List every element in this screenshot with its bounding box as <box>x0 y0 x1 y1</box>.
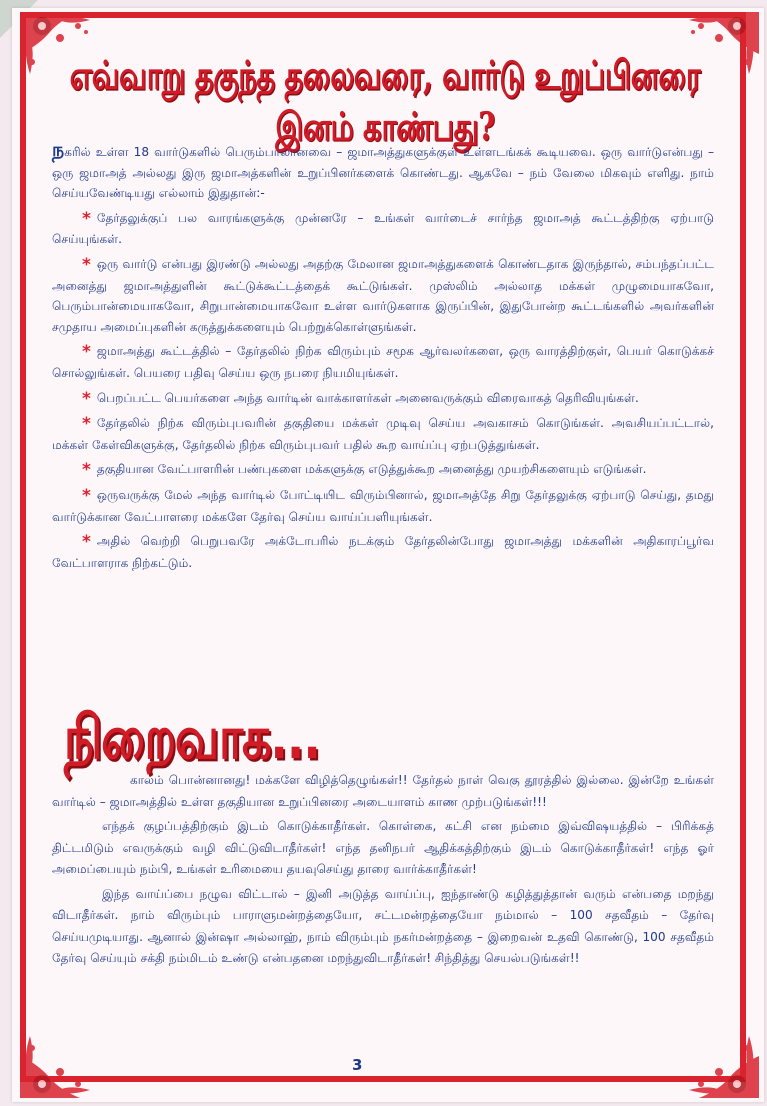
star-bullet-icon: * <box>82 414 91 435</box>
intro-text: கரில் உள்ள 18 வார்டுகளில் பெரும்பாலானவை – ஜமாஅத்துகளுக்குள் உள்ளடங்கக் கூடியவை. ஒரு வார்டுஎன்பது – ஒரு ஜமாஅத் அல்லது இரு ஜமாஅத்களின் உறுப்பினர்களைக் கொண்டது. ஆகவே – நம் வேலை மிகவும் எளிது. நாம் செய்யவேண்டியது எல்லாம் இதுதான்:- <box>52 145 714 201</box>
list-item-text: தேர்தலுக்குப் பல வாரங்களுக்கு முன்னரே – உங்கள் வார்டைச் சார்ந்த ஜமாஅத் கூட்டத்திற்கு ஏற்பாடு செய்யுங்கள். <box>52 210 714 247</box>
list-item <box>52 459 714 481</box>
star-bullet-icon: * <box>82 485 91 506</box>
list-item <box>52 388 714 410</box>
closing-paragraph: காலம் பொன்னானது! மக்களே விழித்தெழுங்கள்!! தேர்தல் நாள் வெகு தூரத்தில் இல்லை. இன்றே உங்கள் வார்டில் – ஜமாஅத்தில் உள்ள தகுதியான உறுப்பினரை அடையாளம் காண முற்படுங்கள்!!! <box>52 773 714 809</box>
list-item <box>52 531 714 573</box>
list-item <box>52 341 714 383</box>
star-bullet-icon: * <box>82 254 91 275</box>
star-bullet-icon: * <box>82 342 91 363</box>
star-bullet-icon: * <box>82 208 91 229</box>
list-item-text: அதில் வெற்றி பெறுபவரே அக்டோபரில் நடக்கும் தேர்தலின்போது ஜமாஅத்து மக்களின் அதிகாரப்பூர்வ வேட்பாளராக நிற்கட்டும். <box>52 534 714 570</box>
closing-paragraph: இந்த வாய்ப்பை நழுவ விட்டால் – இனி அடுத்த வாய்ப்பு, ஐந்தாண்டு கழித்துத்தான் வரும் என்பதை மறந்து விடாதீர்கள். நாம் விரும்பும் பாராளுமன்றத்தையோ, சட்டமன்றத்தையோ நம்மால் – 100 சதவீதம் – தேர்வு செய்யமுடியாது. ஆனால் இன்ஷா அல்லாஹ், நாம் விரும்பும் நகர்மன்றத்தை – இறைவன் உதவி கொண்டு, 100 சதவீதம் தேர்வு செய்யும் சக்தி நம்மிடம் உண்டு என்பதனை மறந்துவிடாதீர்கள்! சிந்தித்து செயல்படுங்கள்!! <box>52 886 714 965</box>
list-item-text: ஜமாஅத்து கூட்டத்தில் – தேர்தலில் நிற்க விரும்பும் சமூக ஆர்வலர்களை, ஒரு வாரத்திற்குள், பெயர் கொடுக்கச் சொல்லுங்கள். பெயரை பதிவு செய்ய ஒரு நபரை நியமியுங்கள். <box>52 344 714 380</box>
list-item-text: பெறப்பட்ட பெயர்களை அந்த வார்டின் வாக்காளர்கள் அனைவருக்கும் விரைவாகத் தெரிவியுங்கள். <box>96 390 639 405</box>
page-title: எவ்வாறு தகுந்த தலைவரை, வார்டு உறுப்பினரை இனம் காண்பது? <box>69 52 701 150</box>
page-number: 3 <box>352 1056 363 1074</box>
drop-cap: ந <box>52 139 65 161</box>
list-item-text: தகுதியான வேட்பாளரின் பண்புகளை மக்களுக்கு எடுத்துக்கூற அனைத்து முயற்சிகளையும் எடுங்கள். <box>96 462 647 477</box>
list-item <box>52 254 714 337</box>
list-item-text: தேர்தலில் நிற்க விரும்புபவரின் தகுதியை மக்கள் முடிவு செய்ய அவகாசம் கொடுங்கள். அவசியப்பட்டால், மக்கள் கேள்விகளுக்கு, தேர்தலில் நிற்க விரும்புபவர் பதில் கூற வாய்ப்பு ஏற்படுத்துங்கள். <box>52 416 714 452</box>
closing-heading: நிறைவாக... <box>64 702 320 773</box>
list-item <box>52 485 714 527</box>
star-bullet-icon: * <box>82 532 91 553</box>
closing-paragraph: எந்தக் குழப்பத்திற்கும் இடம் கொடுக்காதீர்கள். கொள்கை, கட்சி என நம்மை இவ்விஷயத்தில் – பிரிக்கத் திட்டமிடும் எவருக்கும் வழி விட்டுவிடாதீர்கள்! எந்த தனிநபர் ஆதிக்கத்திற்கும் இடம் கொடுக்காதீர்கள்! எந்த ஓர் அமைப்பையும் நம்பி, உங்கள் உரிமையை தயவுசெய்து தாரை வார்க்காதீர்கள்! <box>52 819 714 876</box>
list-item-text: ஒரு வார்டு என்பது இரண்டு அல்லது அதற்கு மேலான ஜமாஅத்துகளைக் கொண்டதாக இருந்தால், சம்பந்தப்பட்ட அனைத்து ஜமாஅத்துளின் கூட்டுக்கூட்டத்தைக் கூட்டுங்கள். முஸ்லிம் அல்லாத மக்கள் முழுமையாகவோ, பெரும்பான்மையாகவோ, சிறுபான்மையாகவோ உள்ள வார்டுகளாக இருப்பின், இதுபோன்ற கூட்டங்களில் அவர்களின் சமுதாய அமைப்புகளின் கருத்துக்களையும் பெற்றுக்கொள்ளுங்கள். <box>52 256 714 334</box>
star-bullet-icon: * <box>82 460 91 481</box>
list-item <box>52 413 714 455</box>
floral-corner-ornament <box>659 1018 759 1098</box>
list-item-text: ஒருவருக்கு மேல் அந்த வார்டில் போட்டியிட விரும்பினால், ஜமாஅத்தே சிறு தேர்தலுக்கு ஏற்பாடு செய்து, தமது வார்டுக்கான வேட்பாளரை மக்களே தேர்வு செய்ய வாய்ப்பளியுங்கள். <box>52 487 714 524</box>
list-item <box>52 208 714 250</box>
star-bullet-icon: * <box>82 388 91 409</box>
article-body <box>52 140 714 573</box>
intro-paragraph <box>52 140 714 204</box>
floral-corner-ornament <box>20 1018 120 1098</box>
closing-section <box>52 770 714 973</box>
